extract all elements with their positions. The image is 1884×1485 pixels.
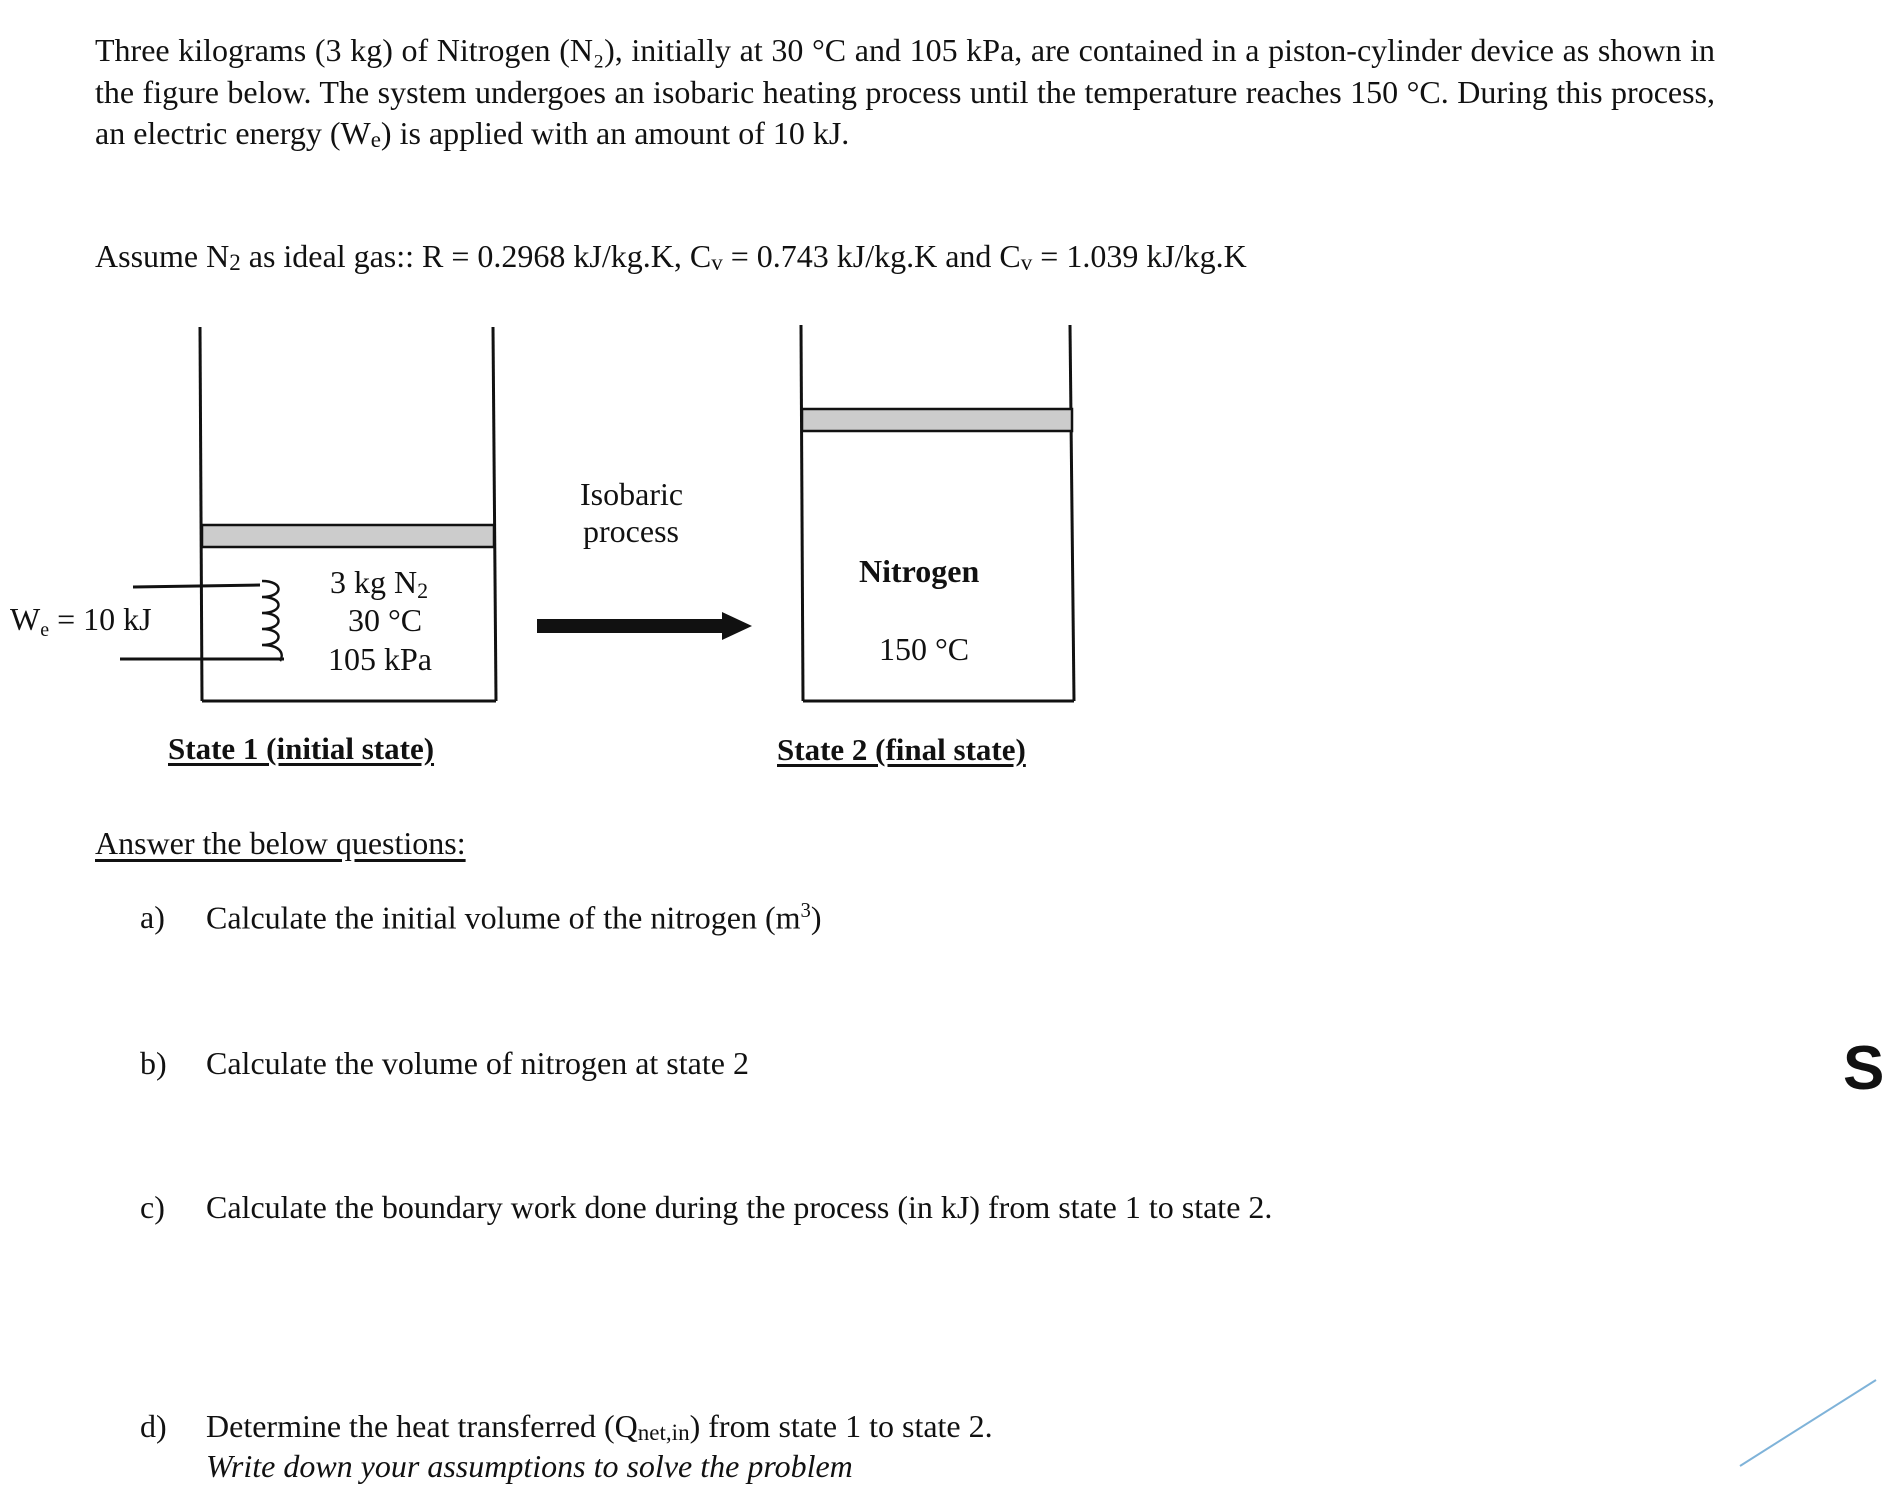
- question-a: [140, 899, 822, 936]
- state1-piston: [202, 525, 494, 547]
- problem-text-end: ) is applied with an amount of 10 kJ.: [380, 115, 850, 151]
- assumptions-note: Write down your assumptions to solve the problem: [206, 1448, 853, 1484]
- state2-left-wall: [801, 325, 803, 701]
- ideal-gas-assumption: [95, 238, 1247, 276]
- question-d-text: Determine the heat transferred (Q: [206, 1408, 638, 1444]
- question-b: [140, 1045, 749, 1082]
- question-c-letter: c): [140, 1189, 165, 1225]
- question-a-superscript: 3: [800, 899, 811, 922]
- state1-pressure: 105 kPa: [328, 641, 432, 677]
- state2-caption: State 2 (final state): [777, 732, 1026, 767]
- assumption-sub-v2: v: [1020, 249, 1033, 276]
- assumption-sub-v1: v: [711, 249, 723, 276]
- slide-corner-line: [1740, 1370, 1876, 1466]
- question-a-text: Calculate the initial volume of the nitrogen (m: [206, 899, 801, 936]
- problem-subscript: e: [370, 126, 381, 153]
- question-d-subscript: net,in: [637, 1419, 690, 1446]
- question-b-letter: b): [140, 1045, 167, 1081]
- problem-statement: [95, 30, 1715, 161]
- question-d-letter: d): [140, 1408, 167, 1444]
- heater-coil-icon: [262, 581, 282, 661]
- state2-piston: [802, 409, 1072, 431]
- question-c: [140, 1189, 1272, 1226]
- question-a-end: ): [810, 899, 822, 936]
- assumption-text-1: Assume N: [95, 238, 230, 274]
- assumption-sub-2: 2: [229, 249, 241, 276]
- problem-text: Three kilograms (3 kg) of Nitrogen (N₂), initially at 30 °C and 105 kPa, are contained in a piston-cylinder device as shown in the figure below. The system undergoes an isobaric heating process until the temperature reaches 150 °C. During this process, an electric energy (W: [95, 32, 1715, 151]
- question-d-end: ) from state 1 to state 2.: [689, 1408, 993, 1444]
- state2-temperature: 150 °C: [879, 631, 970, 667]
- slide-edge-letter: S: [1843, 1034, 1884, 1103]
- state2-right-wall: [1070, 325, 1074, 701]
- question-c-text: Calculate the boundary work done during the process (in kJ) from state 1 to state 2.: [206, 1189, 1273, 1225]
- state1-mass: 3 kg N2: [330, 564, 429, 603]
- heater-lead-top: [133, 585, 260, 587]
- state2-gas-label: Nitrogen: [859, 553, 980, 589]
- state1-left-wall: [200, 327, 202, 701]
- process-label-line1: Isobaric: [580, 476, 684, 512]
- assumption-text-2: as ideal gas:: R = 0.2968 kJ/kg.K, C: [240, 238, 712, 274]
- questions-heading: Answer the below questions:: [95, 825, 466, 861]
- question-b-text: Calculate the volume of nitrogen at state 2: [206, 1045, 749, 1081]
- state1-temperature: 30 °C: [348, 602, 423, 638]
- assumption-text-3: = 0.743 kJ/kg.K and C: [722, 238, 1021, 274]
- process-label-line2: process: [583, 513, 679, 549]
- process-arrow-icon: [537, 612, 752, 640]
- question-a-letter: a): [140, 899, 165, 936]
- electric-work-label: We = 10 kJ: [10, 601, 152, 641]
- question-d: [140, 1408, 993, 1446]
- assumption-text-4: = 1.039 kJ/kg.K: [1032, 238, 1247, 274]
- state1-caption: State 1 (initial state): [168, 731, 435, 766]
- piston-cylinder-figure: [0, 315, 1160, 710]
- state1-right-wall: [493, 327, 496, 701]
